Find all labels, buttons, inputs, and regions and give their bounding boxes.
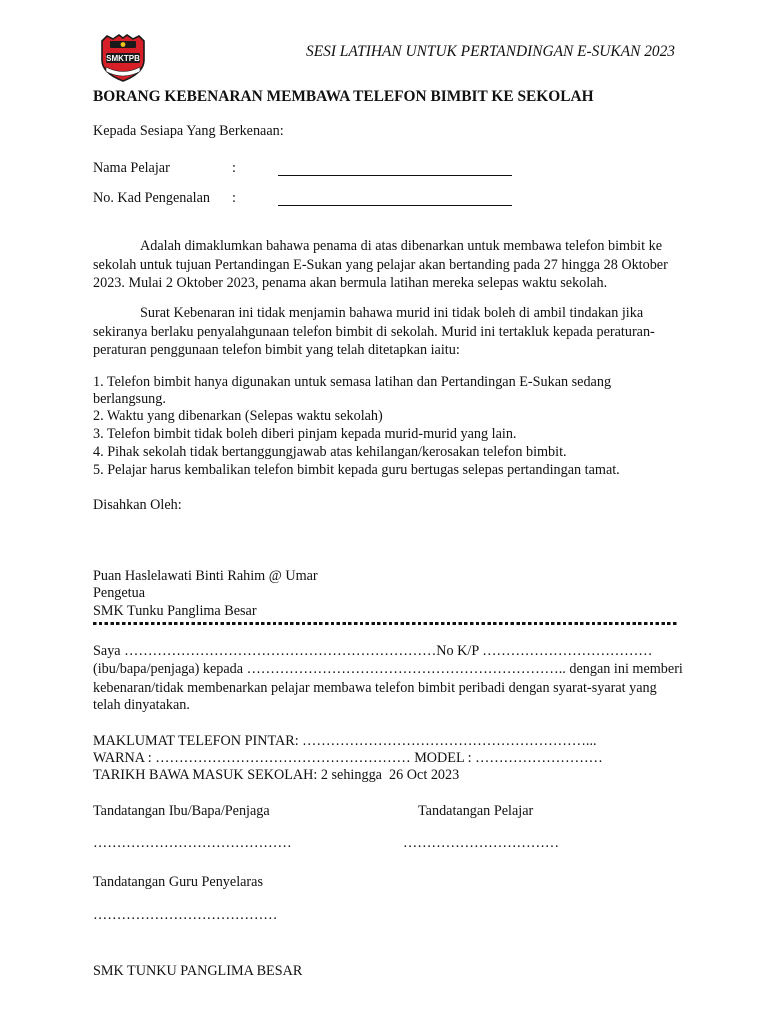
- smartphone-info-line: MAKLUMAT TELEFON PINTAR: ……………………………………………………...: [93, 733, 597, 749]
- paragraph-1-line: sekolah untuk tujuan Pertandingan E-Sukan yang pelajar akan bertanding pada 27 hingga 28 Oktober: [93, 257, 668, 273]
- coordinator-signature-label: Tandatangan Guru Penyelaras: [93, 874, 263, 890]
- rule-item: 5. Pelajar harus kembalikan telefon bimbit kepada guru bertugas selepas pertandingan tamat.: [93, 462, 620, 478]
- approver-school: SMK Tunku Panglima Besar: [93, 603, 257, 619]
- rule-item: 1. Telefon bimbit hanya digunakan untuk semasa latihan dan Pertandingan E-Sukan sedang: [93, 374, 612, 390]
- parent-signature-line: ……………………………………: [93, 835, 292, 851]
- paragraph-2-line: peraturan penggunaan telefon bimbit yang telah ditetapkan iaitu:: [93, 342, 460, 358]
- student-signature-label: Tandatangan Pelajar: [418, 803, 534, 819]
- form-title: BORANG KEBENARAN MEMBAWA TELEFON BIMBIT KE SEKOLAH: [93, 88, 594, 105]
- approver-position: Pengetua: [93, 585, 146, 601]
- paragraph-1-line: Adalah dimaklumkan bahawa penama di atas dibenarkan untuk membawa telefon bimbit ke: [140, 238, 663, 254]
- consent-statement-line: kebenaran/tidak membenarkan pelajar membawa telefon bimbit peribadi dengan syarat-syarat yang: [93, 680, 657, 696]
- field-label-student-name: Nama Pelajar: [93, 160, 170, 176]
- crest-emblem-icon: [121, 42, 126, 47]
- parent-signature-label: Tandatangan Ibu/Bapa/Penjaga: [93, 803, 270, 819]
- consent-statement-line: (ibu/bapa/penjaga) kepada ………………………………………………………….. dengan ini memberi: [93, 661, 683, 677]
- consent-statement-line: Saya …………………………………………………………No K/P ………………………………: [93, 643, 653, 659]
- rule-item-continuation: berlangsung.: [93, 391, 166, 407]
- salutation: Kepada Sesiapa Yang Berkenaan:: [93, 123, 284, 139]
- school-crest-logo: [99, 33, 147, 83]
- approved-by-label: Disahkan Oleh:: [93, 497, 182, 513]
- field-separator: :: [232, 160, 236, 176]
- approver-name: Puan Haslelawati Binti Rahim @ Umar: [93, 568, 318, 584]
- paragraph-2-line: sekiranya berlaku penyalahgunaan telefon bimbit di sekolah. Murid ini tertakluk kepada peraturan-: [93, 324, 655, 340]
- date-brought-line: TARIKH BAWA MASUK SEKOLAH: 2 sehingga 26 Oct 2023: [93, 767, 460, 783]
- footer-school-name: SMK TUNKU PANGLIMA BESAR: [93, 963, 303, 979]
- paragraph-1-line: 2023. Mulai 2 Oktober 2023, penama akan bermula latihan mereka selepas waktu sekolah.: [93, 275, 608, 291]
- rule-item: 4. Pihak sekolah tidak bertanggungjawab atas kehilangan/kerosakan telefon bimbit.: [93, 444, 567, 460]
- field-label-ic-number: No. Kad Pengenalan: [93, 190, 211, 206]
- cut-here-dotted-separator: [93, 622, 677, 625]
- session-title: SESI LATIHAN UNTUK PERTANDINGAN E-SUKAN 2023: [306, 43, 675, 60]
- coordinator-signature-line: …………………………………: [93, 907, 278, 923]
- crest-name-text: SMKTPB: [106, 54, 140, 64]
- rule-item: 2. Waktu yang dibenarkan (Selepas waktu sekolah): [93, 408, 383, 424]
- paragraph-2-line: Surat Kebenaran ini tidak menjamin bahawa murid ini tidak boleh di ambil tindakan jika: [140, 305, 644, 321]
- student-name-blank-line: [278, 175, 512, 176]
- ic-number-blank-line: [278, 205, 512, 206]
- student-signature-line: ……………………………: [403, 835, 560, 851]
- consent-statement-line: telah dinyatakan.: [93, 697, 190, 713]
- field-separator: :: [232, 190, 236, 206]
- color-model-line: WARNA : ……………………………………………… MODEL : ………………………: [93, 750, 603, 766]
- rule-item: 3. Telefon bimbit tidak boleh diberi pinjam kepada murid-murid yang lain.: [93, 426, 517, 442]
